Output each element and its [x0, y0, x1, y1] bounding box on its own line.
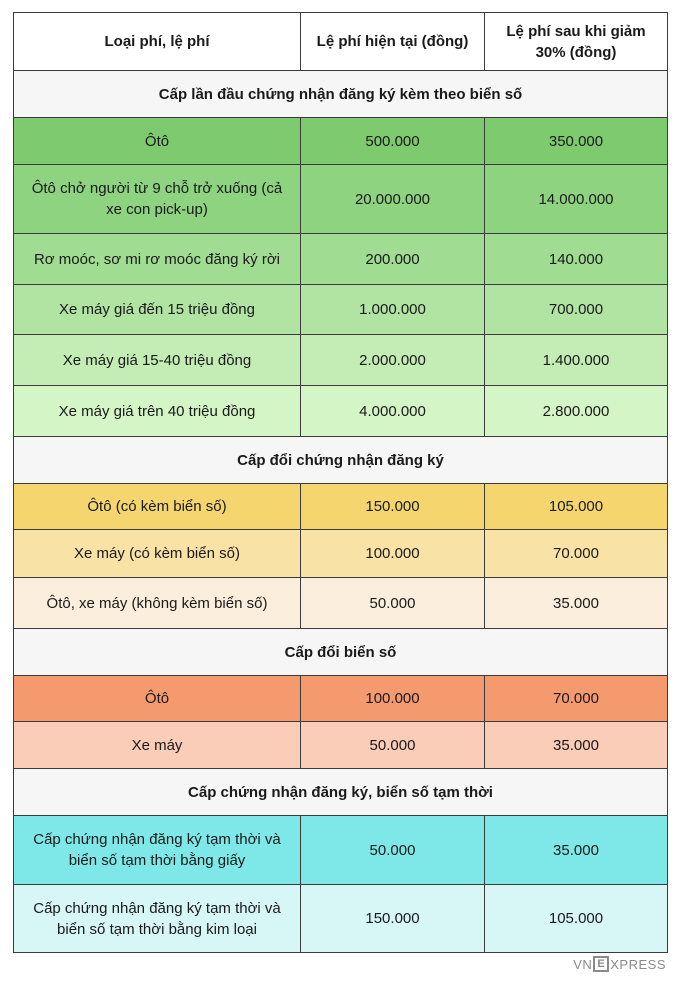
section-row	[14, 71, 668, 118]
reduced-fee-cell: 14.000.000	[485, 165, 668, 234]
table-row	[14, 578, 668, 629]
current-fee-cell: 20.000.000	[301, 165, 485, 234]
reduced-fee-cell: 35.000	[485, 722, 668, 769]
fee-type-cell: Rơ moóc, sơ mi rơ moóc đăng ký rời	[14, 234, 301, 285]
current-fee-cell: 50.000	[301, 816, 485, 885]
header-current-fee: Lệ phí hiện tại (đồng)	[301, 13, 485, 71]
current-fee-cell: 50.000	[301, 578, 485, 629]
current-fee-cell: 100.000	[301, 676, 485, 722]
logo-box-letter: E	[593, 956, 609, 972]
current-fee-cell: 50.000	[301, 722, 485, 769]
section-title: Cấp đổi biển số	[14, 629, 668, 676]
fee-type-cell: Cấp chứng nhận đăng ký tạm thời và biển số tạm thời bằng giấy	[14, 816, 301, 885]
table-row	[14, 676, 668, 722]
table-row	[14, 335, 668, 386]
logo-text-left: VN	[573, 956, 593, 972]
reduced-fee-cell: 35.000	[485, 816, 668, 885]
reduced-fee-cell: 2.800.000	[485, 386, 668, 437]
table-row	[14, 484, 668, 530]
logo-text-right: XPRESS	[610, 956, 666, 972]
fee-table	[13, 12, 668, 953]
current-fee-cell: 2.000.000	[301, 335, 485, 386]
fee-type-cell: Cấp chứng nhận đăng ký tạm thời và biển số tạm thời bằng kim loại	[14, 885, 301, 953]
reduced-fee-cell: 35.000	[485, 578, 668, 629]
current-fee-cell: 150.000	[301, 885, 485, 953]
fee-type-cell: Xe máy giá trên 40 triệu đồng	[14, 386, 301, 437]
table-row	[14, 885, 668, 953]
section-row	[14, 629, 668, 676]
table-row	[14, 165, 668, 234]
current-fee-cell: 1.000.000	[301, 285, 485, 335]
fee-type-cell: Xe máy giá đến 15 triệu đồng	[14, 285, 301, 335]
section-title: Cấp lần đầu chứng nhận đăng ký kèm theo biển số	[14, 71, 668, 118]
current-fee-cell: 4.000.000	[301, 386, 485, 437]
section-title: Cấp chứng nhận đăng ký, biển số tạm thời	[14, 769, 668, 816]
current-fee-cell: 200.000	[301, 234, 485, 285]
fee-type-cell: Ôtô (có kèm biển số)	[14, 484, 301, 530]
fee-type-cell: Ôtô	[14, 118, 301, 165]
section-row	[14, 769, 668, 816]
section-row	[14, 437, 668, 484]
table-row	[14, 816, 668, 885]
table-row	[14, 722, 668, 769]
header-reduced-fee: Lệ phí sau khi giảm 30% (đồng)	[485, 13, 668, 71]
reduced-fee-cell: 70.000	[485, 676, 668, 722]
fee-type-cell: Xe máy (có kèm biển số)	[14, 530, 301, 578]
header-fee-type: Loại phí, lệ phí	[14, 13, 301, 71]
current-fee-cell: 500.000	[301, 118, 485, 165]
reduced-fee-cell: 105.000	[485, 885, 668, 953]
fee-type-cell: Ôtô chở người từ 9 chỗ trở xuống (cả xe con pick-up)	[14, 165, 301, 234]
reduced-fee-cell: 1.400.000	[485, 335, 668, 386]
reduced-fee-cell: 350.000	[485, 118, 668, 165]
table-row	[14, 234, 668, 285]
fee-type-cell: Xe máy	[14, 722, 301, 769]
table-row	[14, 118, 668, 165]
fee-type-cell: Xe máy giá 15-40 triệu đồng	[14, 335, 301, 386]
vnexpress-logo	[573, 955, 666, 973]
reduced-fee-cell: 700.000	[485, 285, 668, 335]
header-row	[14, 13, 668, 71]
table-row	[14, 530, 668, 578]
fee-type-cell: Ôtô	[14, 676, 301, 722]
fee-type-cell: Ôtô, xe máy (không kèm biển số)	[14, 578, 301, 629]
table-row	[14, 285, 668, 335]
current-fee-cell: 100.000	[301, 530, 485, 578]
current-fee-cell: 150.000	[301, 484, 485, 530]
reduced-fee-cell: 70.000	[485, 530, 668, 578]
reduced-fee-cell: 105.000	[485, 484, 668, 530]
table-row	[14, 386, 668, 437]
section-title: Cấp đổi chứng nhận đăng ký	[14, 437, 668, 484]
reduced-fee-cell: 140.000	[485, 234, 668, 285]
